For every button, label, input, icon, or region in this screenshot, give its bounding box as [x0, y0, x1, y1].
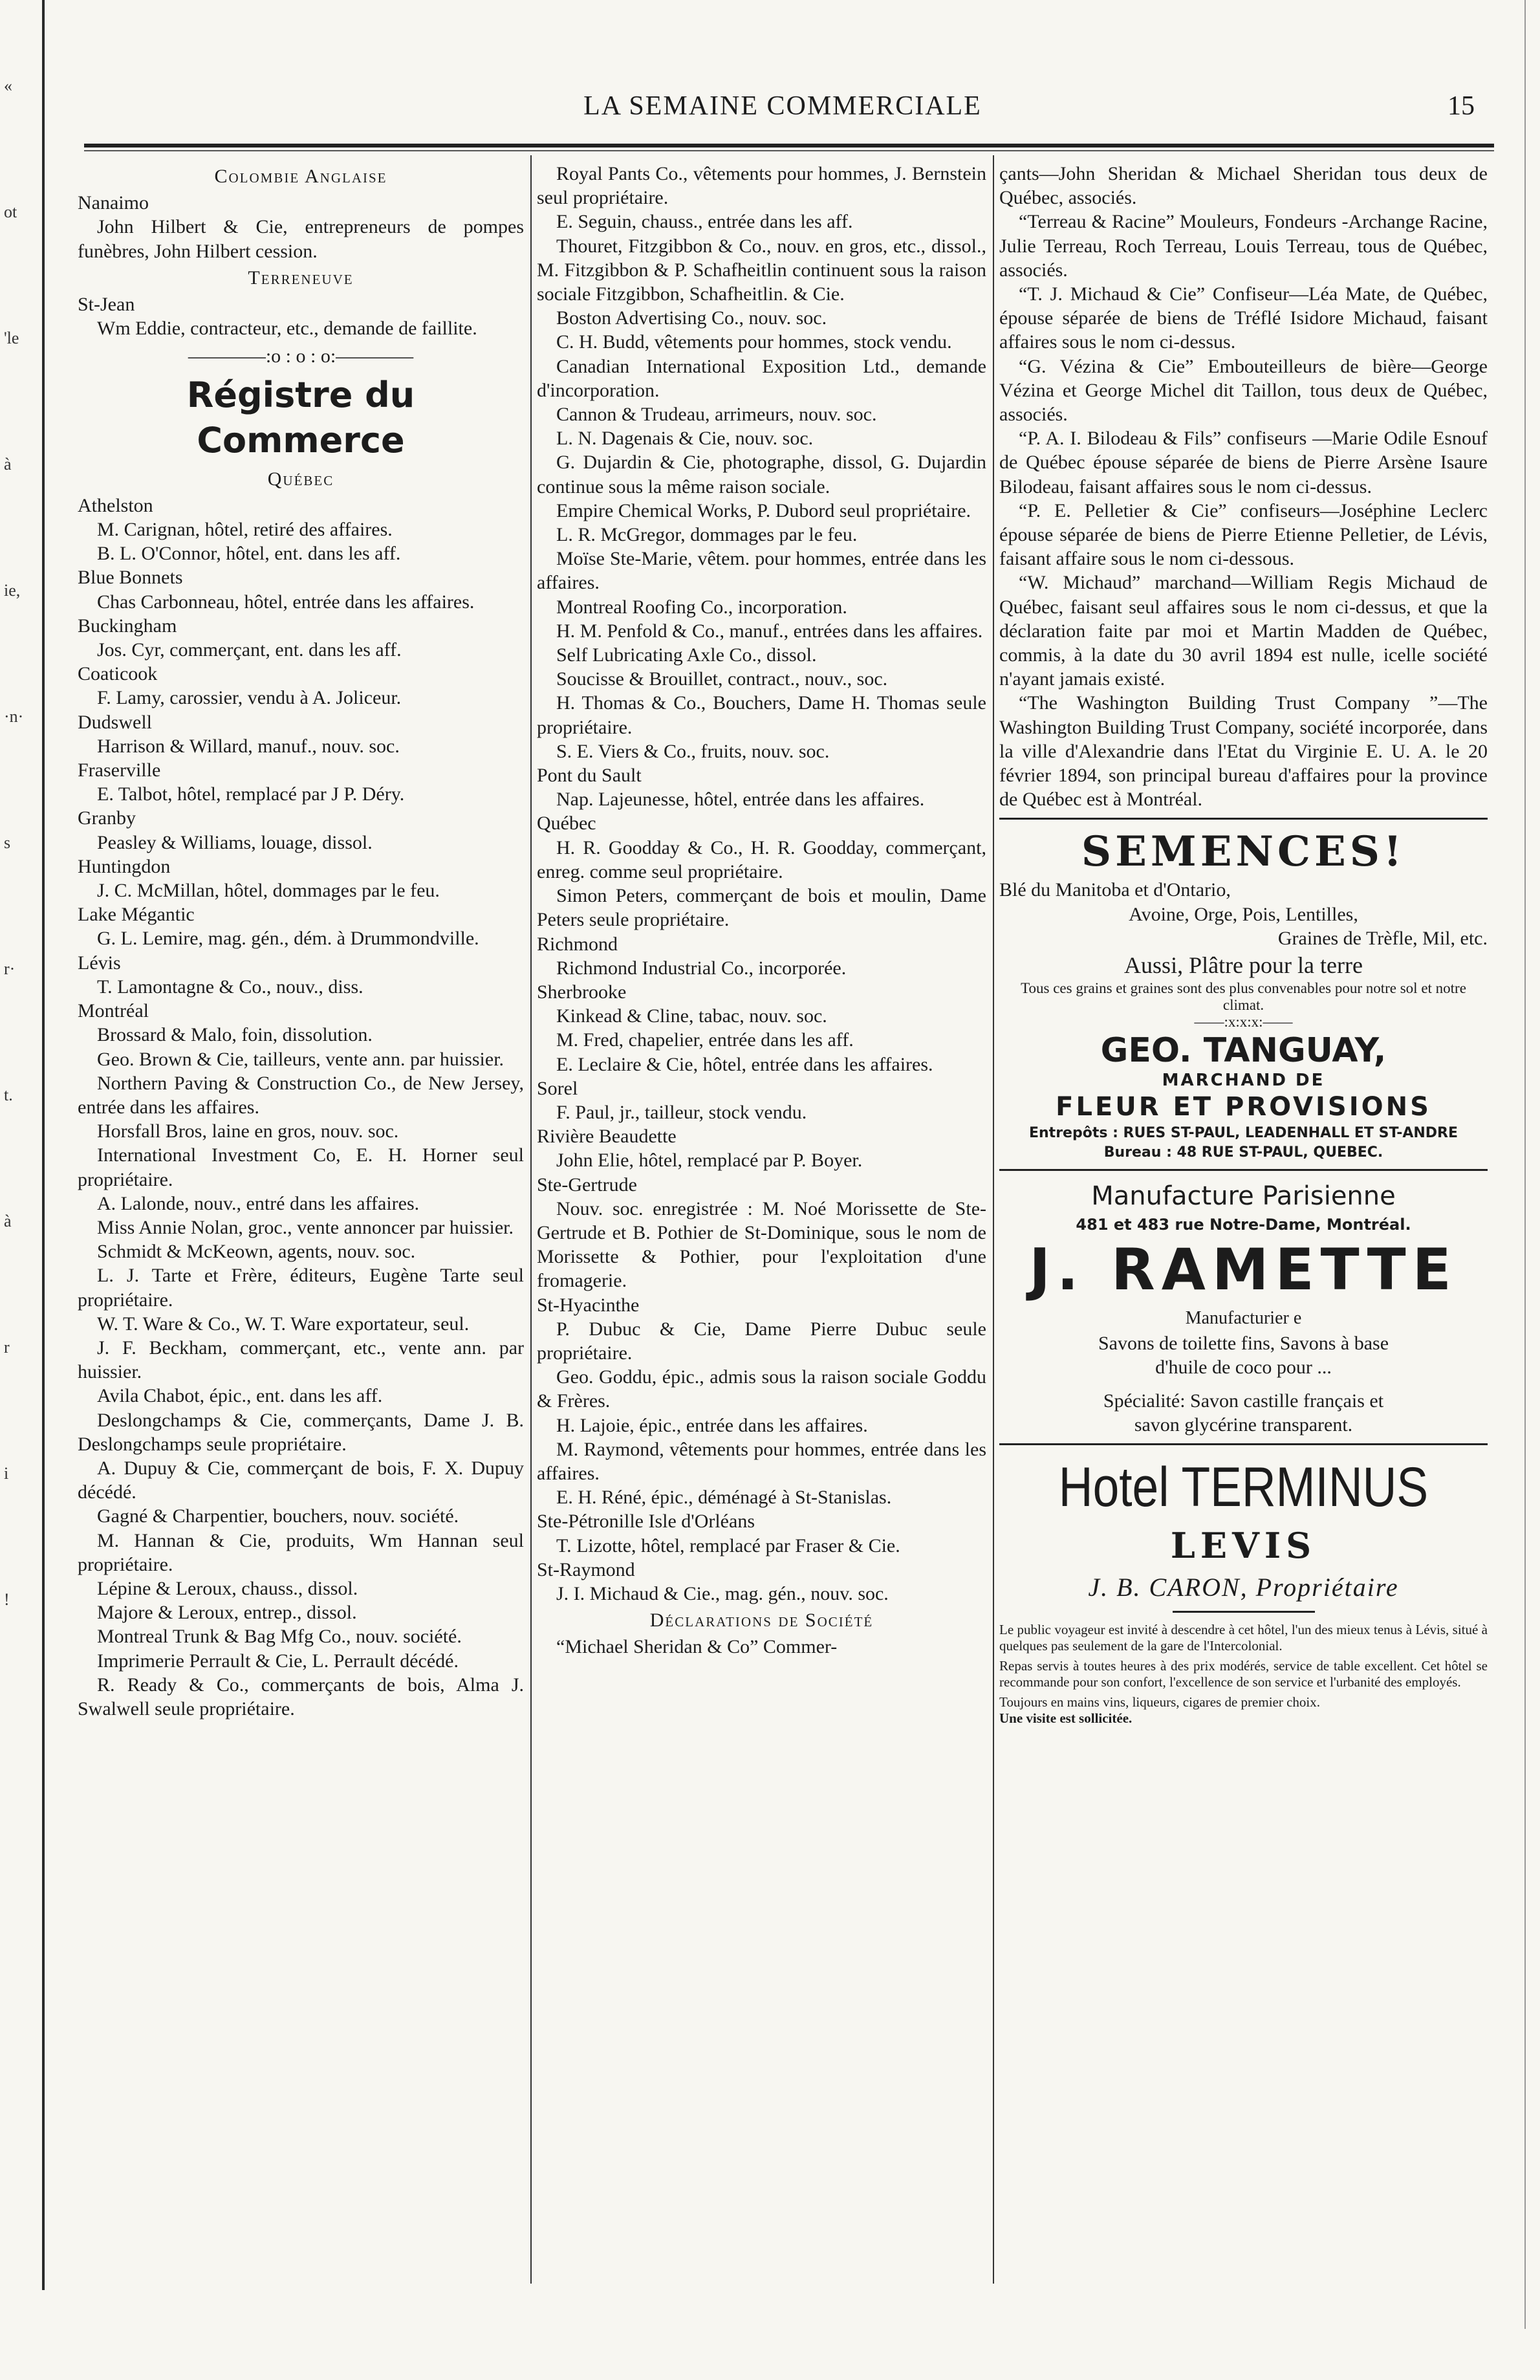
ad-ramette-line: Spécialité: Savon castille français et: [1103, 1390, 1384, 1412]
entry-text: Brossard & Malo, foin, dissolution.: [97, 1024, 373, 1046]
entry-text: G. L. Lemire, mag. gén., dém. à Drummondville.: [97, 928, 479, 950]
ad-tanguay-name: GEO. TANGUAY,: [1100, 1031, 1387, 1071]
entry-text: John Elie, hôtel, remplacé par P. Boyer.: [556, 1150, 863, 1172]
entry-text: M. Raymond, vêtements pour hommes, entrée dans les affaires.: [537, 1438, 986, 1484]
entry-text: F. Paul, jr., tailleur, stock vendu.: [556, 1101, 807, 1123]
place-heading: St-Raymond: [537, 1558, 635, 1580]
entry-text: “P. A. I. Bilodeau & Fils” confiseurs —Marie Odile Esnouf de Québec épouse séparée de biens de Pierre Arsène Isaure Bilodeau, faisant affaires sous le nom ci-dessus.: [999, 428, 1488, 497]
entry-text: Deslongchamps & Cie, commerçants, Dame J. B. Deslongchamps seule propriétaire.: [78, 1409, 524, 1455]
declarations-continued: [999, 162, 1488, 811]
ad-divider: [999, 1443, 1488, 1445]
entry-text: Cannon & Trudeau, arrimeurs, nouv. soc.: [556, 404, 877, 426]
entry-text: “G. Vézina & Cie” Embouteilleurs de bière—George Vézina et George Michel dit Taillon, tous deux de Québec, associés.: [999, 355, 1488, 426]
place-heading: Lévis: [78, 952, 121, 974]
entry-text: Simon Peters, commerçant de bois et moulin, Dame Peters seule propriétaire.: [537, 885, 986, 931]
entry-text: Kinkead & Cline, tabac, nouv. soc.: [556, 1005, 827, 1027]
entry-text: F. Lamy, carossier, vendu à A. Joliceur.: [97, 687, 402, 709]
entry-text: L. R. McGregor, dommages par le feu.: [556, 524, 858, 546]
place-heading: Fraserville: [78, 759, 161, 781]
ad-hotel-text: Repas servis à toutes heures à des prix modérés, service de table excellent. Cet hôtel se recommande pour son confort, l'excellence de son service et l'urbanité des employés.: [999, 1657, 1488, 1690]
margin-fragment: à: [4, 1212, 12, 1230]
entry-text: Jos. Cyr, commerçant, ent. dans les aff.: [97, 639, 402, 661]
ad-semences: [999, 826, 1488, 1031]
place-heading: Montréal: [78, 1000, 149, 1022]
entry-text: Soucisse & Brouillet, contract., nouv., soc.: [556, 668, 888, 690]
ornament-divider: ————:o : o : o:————: [188, 345, 414, 367]
entry-text: Chas Carbonneau, hôtel, entrée dans les affaires.: [97, 591, 475, 613]
ad-ramette-sub: Manufacturier e: [1185, 1308, 1302, 1329]
ad-divider: [999, 818, 1488, 820]
entry-text: Majore & Leroux, entrep., dissol.: [97, 1602, 357, 1624]
entry-text: R. Ready & Co., commerçants de bois, Alma J. Swalwell seule propriétaire.: [78, 1674, 524, 1719]
entry-text: M. Carignan, hôtel, retiré des affaires.: [97, 519, 393, 541]
place-heading: Québec: [537, 813, 596, 835]
margin-fragment: ot: [4, 202, 17, 221]
entry-text: W. T. Ware & Co., W. T. Ware exportateur, seul.: [97, 1313, 470, 1335]
page-header: [78, 91, 1488, 129]
ad-hotel-owner: J. B. CARON, Propriétaire: [1088, 1572, 1399, 1602]
place-heading: Ste-Pétronille Isle d'Orléans: [537, 1511, 755, 1533]
entry-text: Nap. Lajeunesse, hôtel, entrée dans les affaires.: [556, 789, 925, 811]
entry-text: Lépine & Leroux, chauss., dissol.: [97, 1577, 358, 1599]
margin-fragment: à: [4, 455, 12, 474]
entry-text: A. Lalonde, nouv., entré dans les affaires.: [97, 1192, 420, 1214]
place-heading: Huntingdon: [78, 855, 171, 877]
entry-text: International Investment Co, E. H. Horner seul propriétaire.: [78, 1144, 524, 1190]
ad-tanguay-sub: MARCHAND DE: [1162, 1071, 1325, 1091]
ad-ramette-line: savon glycérine transparent.: [1134, 1414, 1353, 1436]
ad-semences-line: Avoine, Orge, Pois, Lentilles,: [1129, 903, 1358, 925]
entry-text: G. Dujardin & Cie, photographe, dissol, G. Dujardin continue sous la même raison sociale.: [537, 452, 986, 497]
place-heading: Pont du Sault: [537, 765, 642, 787]
column-3: [999, 162, 1488, 1727]
entry-text: H. Lajoie, épic., entrée dans les affaires.: [556, 1414, 868, 1436]
page-edge-line: [1524, 0, 1526, 2329]
ad-ramette-addr: 481 et 483 rue Notre-Dame, Montréal.: [1076, 1216, 1411, 1234]
ad-hotel-city: LEVIS: [1170, 1524, 1317, 1566]
ad-hotel-text: Une visite est sollicitée.: [999, 1710, 1133, 1726]
place-heading: Buckingham: [78, 615, 177, 637]
column-separator: [530, 155, 532, 2284]
ad-semences-line: Blé du Manitoba et d'Ontario,: [999, 879, 1231, 901]
entry-text: çants—John Sheridan & Michael Sheridan tous deux de Québec, associés.: [999, 163, 1488, 209]
entry-text: Thouret, Fitzgibbon & Co., nouv. en gros, etc., dissol., M. Fitzgibbon & P. Schafheitlin continuent sous la raison sociale Fitzgibbon, Schafheitlin. & Cie.: [537, 235, 986, 305]
ad-semences-line: Aussi, Plâtre pour la terre: [1124, 952, 1363, 979]
entry-text: H. M. Penfold & Co., manuf., entrées dans les affaires.: [556, 620, 983, 642]
entry-text: H. Thomas & Co., Bouchers, Dame H. Thomas seule propriétaire.: [537, 692, 986, 738]
margin-fragment: i: [4, 1464, 9, 1483]
place-heading: Rivière Beaudette: [537, 1126, 677, 1148]
entry-text: John Hilbert & Cie, entrepreneurs de pompes funèbres, John Hilbert cession.: [78, 216, 524, 262]
entry-text: E. H. Réné, épic., déménagé à St-Stanislas.: [556, 1487, 892, 1509]
entry-text: Schmidt & McKeown, agents, nouv. soc.: [97, 1241, 416, 1263]
entry-text: Montreal Roofing Co., incorporation.: [556, 596, 847, 618]
entry-text: Gagné & Charpentier, bouchers, nouv. société.: [97, 1505, 459, 1527]
place-heading: Athelston: [78, 494, 153, 516]
place-heading: Sorel: [537, 1077, 578, 1099]
place-heading: Ste-Gertrude: [537, 1174, 637, 1195]
entry-text: Northern Paving & Construction Co., de New Jersey, entrée dans les affaires.: [78, 1072, 524, 1118]
entry-text: Empire Chemical Works, P. Dubord seul propriétaire.: [556, 499, 971, 521]
entry-text: S. E. Viers & Co., fruits, nouv. soc.: [556, 740, 830, 762]
entry-text: T. Lizotte, hôtel, remplacé par Fraser & Cie.: [556, 1534, 900, 1556]
ad-tanguay-addr: Entrepôts : RUES ST-PAUL, LEADENHALL ET ST-ANDRE: [1028, 1125, 1459, 1142]
column-2: [537, 162, 986, 1659]
entry-text: Peasley & Williams, louage, dissol.: [97, 831, 373, 853]
ad-hotel-text: Le public voyageur est invité à descendre à cet hôtel, l'un des mieux tenus à Lévis, situé à quelques pas seulement de la gare de l'Intercolonial.: [999, 1621, 1488, 1654]
margin-fragment: ·n·: [4, 707, 24, 726]
entry-text: Richmond Industrial Co., incorporée.: [556, 957, 847, 979]
entry-text: Harrison & Willard, manuf., nouv. soc.: [97, 735, 400, 757]
ad-ramette-line: Savons de toilette fins, Savons à base: [1098, 1333, 1389, 1355]
entry-text: C. H. Budd, vêtements pour hommes, stock vendu.: [556, 331, 952, 353]
entry-text: J. C. McMillan, hôtel, dommages par le feu.: [97, 880, 440, 902]
entry-text: Miss Annie Nolan, groc., vente annoncer par huissier.: [97, 1216, 514, 1238]
entry-text: M. Hannan & Cie, produits, Wm Hannan seul propriétaire.: [78, 1529, 524, 1575]
page-number: 15: [1448, 91, 1475, 121]
place-heading: Dudswell: [78, 711, 152, 733]
entry-text: “Terreau & Racine” Mouleurs, Fondeurs -Archange Racine, Julie Terreau, Roch Terreau, Louis Terreau, tous de Québec, associés.: [999, 211, 1488, 281]
entry-text: B. L. O'Connor, hôtel, ent. dans les aff.: [97, 543, 401, 565]
entry-text: L. N. Dagenais & Cie, nouv. soc.: [556, 428, 814, 450]
section-heading: Colombie Anglaise: [214, 166, 387, 187]
place-heading: St-Hyacinthe: [537, 1294, 640, 1316]
entry-text: “P. E. Pelletier & Cie” confiseurs—Joséphine Leclerc épouse séparée de biens de Pierre Etienne Pelletier, de Lévis, faisant affaire sous le nom ci-dessous.: [999, 499, 1488, 570]
place-heading: Blue Bonnets: [78, 567, 183, 589]
ad-ramette-top: Manufacture Parisienne: [1091, 1181, 1396, 1212]
entry-text: J. F. Beckham, commerçant, etc., vente ann. par huissier.: [78, 1337, 524, 1383]
entry-text: Boston Advertising Co., nouv. soc.: [556, 307, 827, 329]
entry-text: Geo. Brown & Cie, tailleurs, vente ann. par huissier.: [97, 1048, 504, 1070]
entry-text: Wm Eddie, contracteur, etc., demande de faillite.: [97, 318, 477, 340]
binding-edge-line: [42, 0, 45, 2290]
margin-fragment: «: [4, 76, 12, 95]
header-rule-thin: [84, 150, 1494, 151]
ad-semences-ornament: ——:x:x:x:——: [1194, 1014, 1293, 1031]
place-heading: Coaticook: [78, 663, 158, 685]
registry-title: Régistre du Commerce: [186, 374, 415, 461]
entry-text: Imprimerie Perrault & Cie, L. Perrault décédé.: [97, 1650, 459, 1672]
margin-fragment: s: [4, 833, 11, 852]
entry-text: J. I. Michaud & Cie., mag. gén., nouv. soc.: [556, 1582, 889, 1604]
margin-fragment: r: [4, 1338, 10, 1357]
place-heading: Richmond: [537, 933, 618, 955]
entry-text: E. Talbot, hôtel, remplacé par J P. Déry.: [97, 783, 405, 805]
newspaper-title: LA SEMAINE COMMERCIALE: [583, 91, 982, 121]
ad-hotel-text: Toujours en mains vins, liqueurs, cigares de premier choix.: [999, 1694, 1320, 1710]
entry-text: H. R. Goodday & Co., H. R. Goodday, commerçant, enreg. comme seul propriétaire.: [537, 836, 986, 882]
ad-hotel-terminus: [999, 1452, 1488, 1727]
ad-ramette-line: d'huile de coco pour ...: [1155, 1357, 1332, 1379]
entry-text: “The Washington Building Trust Company ”—The Washington Building Trust Company, société incorporée, dans la ville d'Alexandrie dans l'Etat du Virginie E. U. A. le 20 février 1894, son principal bureau d'affaires pour la province de Québec est à Montréal.: [999, 692, 1488, 811]
header-rule: [84, 144, 1494, 147]
entry-text: Canadian International Exposition Ltd., demande d'incorporation.: [537, 355, 986, 401]
entry-text: Geo. Goddu, épic., admis sous la raison sociale Goddu & Frères.: [537, 1366, 986, 1412]
section-heading: Québec: [267, 468, 334, 490]
entry-text: Montreal Trunk & Bag Mfg Co., nouv. société.: [97, 1626, 462, 1648]
place-heading: Nanaimo: [78, 192, 149, 214]
margin-fragment: t.: [4, 1086, 13, 1104]
entry-text: Horsfall Bros, laine en gros, nouv. soc.: [97, 1120, 399, 1142]
ad-divider: [999, 1169, 1488, 1171]
entry-text: A. Dupuy & Cie, commerçant de bois, F. X. Dupuy décédé.: [78, 1457, 524, 1503]
ad-semences-title: SEMENCES!: [1081, 827, 1406, 877]
entry-text: Nouv. soc. enregistrée : M. Noé Morissette de Ste-Gertrude et B. Pothier de St-Dominique, sous le nom de Morissette & Pothier, pour l'exploitation d'une fromagerie.: [537, 1197, 986, 1292]
ad-tanguay: [999, 1031, 1488, 1163]
margin-fragment: 'le: [4, 329, 19, 347]
entry-text: M. Fred, chapelier, entrée dans les aff.: [556, 1029, 854, 1051]
column-1: [78, 162, 524, 1721]
ad-tanguay-addr: Bureau : 48 RUE ST-PAUL, QUEBEC.: [1103, 1144, 1383, 1161]
entry-text: Moïse Ste-Marie, vêtem. pour hommes, entrée dans les affaires.: [537, 548, 986, 594]
place-heading: Lake Mégantic: [78, 904, 195, 926]
entry-text: Avila Chabot, épic., ent. dans les aff.: [97, 1385, 383, 1407]
margin-fragment: r·: [4, 959, 16, 978]
margin-fragment: ie,: [4, 581, 21, 600]
left-margin-fragments: [0, 78, 26, 1760]
ad-ramette: [999, 1177, 1488, 1437]
entry-text: “W. Michaud” marchand—William Regis Michaud de Québec, faisant seul affaires sous le nom ci-dessus, et que la déclaration faite par moi et Martin Madden de Québec, commis, à la date du 30 avril 1894 est nulle, icelle société n'ayant jamais existé.: [999, 572, 1488, 690]
column-separator: [993, 155, 994, 2284]
margin-fragment: !: [4, 1590, 10, 1609]
entry-text: E. Leclaire & Cie, hôtel, entrée dans les affaires.: [556, 1053, 933, 1075]
place-heading: Sherbrooke: [537, 981, 627, 1003]
ad-ramette-name: J. RAMETTE: [1029, 1236, 1458, 1304]
place-heading: St-Jean: [78, 294, 135, 316]
ad-hotel-rule: [1173, 1611, 1315, 1613]
place-heading: Granby: [78, 807, 136, 829]
entry-text: P. Dubuc & Cie, Dame Pierre Dubuc seule propriétaire.: [537, 1318, 986, 1364]
ad-semences-line: Graines de Trèfle, Mil, etc.: [1277, 927, 1488, 949]
section-heading: Déclarations de Société: [649, 1610, 874, 1632]
ad-tanguay-trade: FLEUR ET PROVISIONS: [1056, 1092, 1431, 1122]
entry-text: E. Seguin, chauss., entrée dans les aff.: [556, 211, 853, 233]
entry-text: T. Lamontagne & Co., nouv., diss.: [97, 976, 363, 998]
entry-text: L. J. Tarte et Frère, éditeurs, Eugène Tarte seul propriétaire.: [78, 1265, 524, 1311]
ad-hotel-name: Hotel TERMINUS: [1058, 1456, 1429, 1518]
entry-text: “Michael Sheridan & Co” Commer-: [556, 1636, 838, 1658]
entry-text: Self Lubricating Axle Co., dissol.: [556, 644, 817, 666]
ad-semences-note: Tous ces grains et graines sont des plus convenables pour notre sol et notre climat.: [1021, 980, 1466, 1014]
entry-text: Royal Pants Co., vêtements pour hommes, J. Bernstein seul propriétaire.: [537, 163, 986, 209]
entry-text: “T. J. Michaud & Cie” Confiseur—Léa Mate, de Québec, épouse séparée de biens de Tréflé Isidore Michaud, faisant affaires sous le nom ci-dessus.: [999, 283, 1488, 353]
section-heading: Terreneuve: [248, 267, 354, 289]
